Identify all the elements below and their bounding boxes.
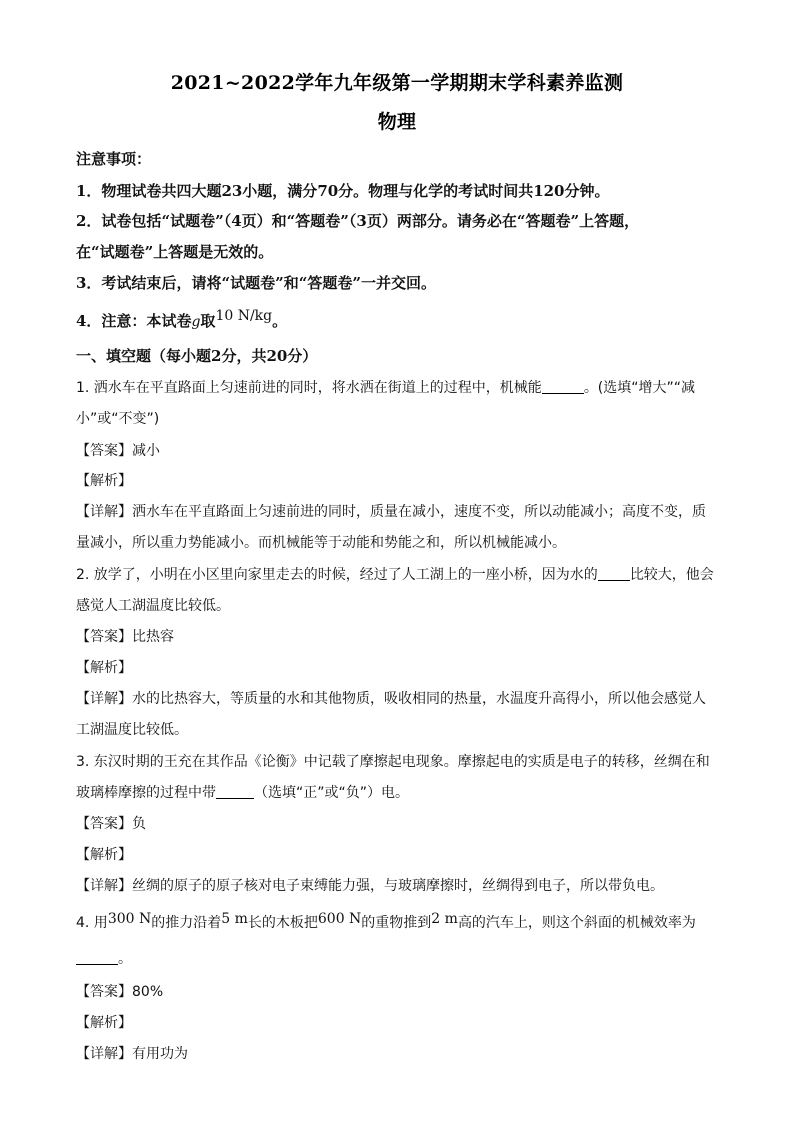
answer-value: 比热容 (132, 629, 174, 645)
answer-blank (542, 379, 584, 394)
question-2-line-1 (76, 564, 714, 584)
detail-tag: 【详解】 (76, 504, 132, 520)
page-title: 2021~2022学年九年级第一学期期末学科素养监测 (170, 72, 624, 94)
question-2-analysis: 【解析】 (76, 660, 132, 676)
height-value: 2 m (431, 911, 458, 927)
force-value: 300 N (107, 911, 152, 927)
question-4-text: 4. 用 (76, 915, 108, 931)
question-2-answer (76, 626, 174, 646)
question-4-line-2 (76, 948, 132, 968)
detail-text: 有用功为 (132, 1046, 188, 1062)
note-item-4 (76, 310, 287, 331)
question-1-text: 1. 洒水车在平直路面上匀速前进的同时，将水洒在街道上的过程中，机械能 (76, 380, 542, 396)
question-3-answer (76, 813, 146, 833)
detail-text: 丝绸的原子的原子核对电子束缚能力强，与玻璃摩擦时，丝绸得到电子，所以带负电。 (132, 878, 664, 894)
question-3-detail-line-1 (76, 875, 664, 895)
question-2-line-2: 感觉人工湖温度比较低。 (76, 598, 230, 614)
question-1-detail-line-1 (76, 501, 706, 521)
question-2-text-tail: 比较大，他会 (629, 567, 714, 583)
question-1-options: 。(选填“增大”“减 (583, 380, 696, 396)
note-item-2-line-2: 在“试题卷”上答题是无效的。 (76, 243, 274, 261)
question-1-analysis: 【解析】 (76, 473, 132, 489)
answer-blank (76, 950, 118, 965)
question-1-detail-line-2: 量减小，所以重力势能减小。而机械能等于动能和势能之和，所以机械能减小。 (76, 535, 566, 551)
question-4-answer (76, 981, 163, 1001)
subject-title: 物理 (377, 111, 417, 133)
note-item-4-end: 。 (272, 312, 288, 330)
question-3-line-2 (76, 782, 409, 802)
question-3-line-1: 3. 东汉时期的王充在其作品《论衡》中记载了摩擦起电现象。摩擦起电的实质是电子的转移，丝绸在和 (76, 754, 710, 770)
question-1-line-2: 小”或“不变”) (76, 411, 160, 427)
detail-text: 洒水车在平直路面上匀速前进的同时，质量在减小，速度不变，所以动能减小；高度不变，质 (132, 504, 706, 520)
answer-tag: 【答案】 (76, 629, 132, 645)
gravity-value: 10 N/kg (215, 308, 273, 324)
answer-blank (598, 566, 630, 581)
note-item-4-mid: 取 (200, 312, 216, 330)
question-4-text: 高的汽车上，则这个斜面的机械效率为 (457, 915, 696, 931)
question-2-text: 2. 放学了，小明在小区里向家里走去的时候，经过了人工湖上的一座小桥，因为水的 (76, 567, 598, 583)
detail-tag: 【详解】 (76, 691, 132, 707)
note-item-1: 1．物理试卷共四大题23小题，满分70分。物理与化学的考试时间共120分钟。 (76, 182, 610, 200)
detail-tag: 【详解】 (76, 878, 132, 894)
question-3-options: （选填“正”或“负”）电。 (254, 785, 410, 801)
answer-tag: 【答案】 (76, 816, 132, 832)
question-1-answer (76, 440, 160, 460)
question-4-end: 。 (118, 951, 132, 967)
answer-value: 负 (132, 816, 146, 832)
question-2-detail-line-2: 工湖温度比较低。 (76, 722, 188, 738)
question-4-detail-line-1 (76, 1043, 188, 1063)
answer-blank (216, 784, 254, 799)
answer-tag: 【答案】 (76, 984, 132, 1000)
question-3-analysis: 【解析】 (76, 847, 132, 863)
answer-tag: 【答案】 (76, 443, 132, 459)
question-4-text: 的推力沿着 (151, 915, 222, 931)
detail-tag: 【详解】 (76, 1046, 132, 1062)
question-4-text: 长的木板把 (247, 915, 318, 931)
answer-value: 减小 (132, 443, 160, 459)
weight-value: 600 N (317, 911, 362, 927)
notes-heading: 注意事项： (76, 150, 152, 168)
question-1-line-1 (76, 377, 695, 397)
question-4-analysis: 【解析】 (76, 1015, 132, 1031)
question-4-line-1 (76, 912, 696, 932)
question-4-text: 的重物推到 (361, 915, 432, 931)
note-item-2-line-1: 2．试卷包括“试题卷”（4页）和“答题卷”（3页）两部分。请务必在“答题卷”上答题， (76, 212, 640, 230)
gravity-symbol: g (191, 314, 201, 330)
note-item-4-text: 4．注意：本试卷 (76, 312, 192, 330)
question-2-detail-line-1 (76, 688, 706, 708)
detail-text: 水的比热容大，等质量的水和其他物质，吸收相同的热量，水温度升高得小，所以他会感觉人 (132, 691, 706, 707)
answer-value: 80% (132, 984, 164, 1000)
question-3-text: 玻璃棒摩擦的过程中带 (76, 785, 216, 801)
note-item-3: 3．考试结束后，请将“试题卷”和“答题卷”一并交回。 (76, 274, 436, 292)
section-heading: 一、填空题（每小题2分，共20分） (76, 347, 318, 365)
length-value: 5 m (221, 911, 248, 927)
